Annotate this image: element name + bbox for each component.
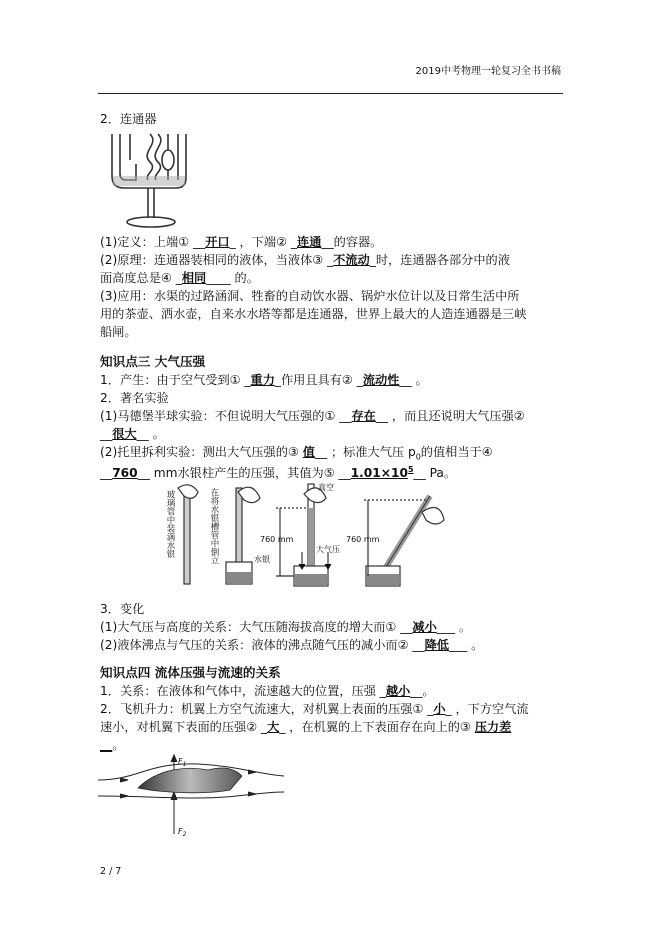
text: __。 (410, 684, 435, 698)
blank-answer: 越小 (385, 684, 411, 698)
text: __ mm水银柱产生的压强，其值为⑤ __ (137, 466, 351, 481)
blank-answer: 压力差 (474, 720, 512, 734)
kp4-line-1 (100, 682, 565, 700)
header-title: 2019中考物理一轮复习全书书稿 (415, 66, 561, 77)
text: (2)液体沸点与气压的关系：液体的沸点随气压的减小而② __ (100, 638, 425, 652)
text: (1)马德堡半球实验：不但说明大气压强的① __ (100, 409, 352, 423)
kp3-line-1 (100, 371, 565, 389)
blank-answer: 重力 (250, 373, 275, 387)
figure-label: 水银 (254, 555, 270, 564)
text: __ 。 (136, 427, 165, 441)
blank-answer: 大 (267, 720, 280, 734)
text: __ (100, 466, 113, 481)
figure-label: 在将水银槽管中倒立 (209, 488, 219, 565)
blank-answer: 连通 (297, 235, 322, 249)
blank-answer: 不流动 (333, 253, 370, 267)
kp3-line-7: 3．变化 (100, 602, 145, 616)
text: (2)原理：连通器装相同的液体，当液体③ _ (100, 253, 334, 267)
text: __ Pa。 (413, 466, 457, 481)
text: ____ 的。 (206, 271, 259, 285)
connector-vessel-figure (106, 130, 190, 230)
connector-line-6: 船闸。 (100, 325, 137, 339)
svg-text:F1: $F_1$ (178, 757, 187, 768)
kp4-line-3 (100, 718, 565, 736)
torricelli-experiment-figure (165, 480, 468, 592)
text: ___ 。 (448, 638, 484, 652)
blank-answer: 降低 (424, 638, 449, 652)
blank-answer: 760 (112, 466, 138, 481)
text: ___ 。 (436, 620, 472, 634)
kp3-line-3 (100, 407, 565, 425)
kp4-line-2 (100, 700, 565, 718)
text: 1．产生：由于空气受到① _ (100, 373, 251, 387)
kp3-line-8 (100, 618, 565, 636)
section-title-kp4: 知识点四 流体压强与流速的关系 (100, 665, 281, 680)
page-number: 2 / 7 (100, 866, 122, 877)
text: _ ，在机翼的上下表面存在向上的③ (279, 720, 475, 734)
section-title-kp3: 知识点三 大气压强 (100, 354, 206, 369)
text: __ ；标准大气压 p (314, 445, 416, 459)
kp3-line-4 (100, 425, 565, 443)
connector-line-2 (100, 251, 565, 269)
text: (1)定义：上端① __ (100, 235, 206, 249)
connector-line-1 (100, 233, 565, 251)
superscript: 5 (407, 465, 414, 474)
blank-answer: 很大 (112, 427, 137, 441)
text: _作用且具有② _ (274, 373, 363, 387)
blank-answer: 相同 (181, 271, 207, 285)
connector-line-4: (3)应用：水渠的过路涵洞、牲畜的自动饮水器、锅炉水位计以及日常生活中所 (100, 289, 520, 303)
blank-answer: 减小 (412, 620, 437, 634)
text: _时，连通器各部分中的液 (369, 253, 510, 267)
text: (2)托里拆利实验：测出大气压强的③ (100, 445, 303, 459)
text: 1．关系：在液体和气体中，流速越大的位置，压强 _ (100, 684, 386, 698)
text: _ ，下端② _ (229, 235, 298, 249)
text: 的值相当于④ (420, 445, 493, 459)
text: __ ，而且还说明大气压强② (375, 409, 525, 423)
figure-label: 760 mm (346, 535, 380, 544)
blank-answer: 1.01×10 (350, 466, 408, 481)
connector-line-3 (100, 269, 565, 287)
text: __ 。 (399, 373, 428, 387)
connector-line-5: 用的茶壶、洒水壶，自来水水塔等都是连通器，世界上最大的人造连通器是三峡 (100, 307, 527, 321)
section-heading: 2．连通器 (100, 112, 157, 126)
text: __的容器。 (321, 235, 383, 249)
figure-label: 大气压 (316, 545, 340, 554)
figure-label: 760 mm (260, 535, 294, 544)
blank-answer: 值 (302, 445, 315, 459)
blank-answer: 小 (433, 702, 446, 716)
force-label-f2: F (178, 827, 183, 836)
blank-answer: 开口 (205, 235, 230, 249)
airfoil-lift-figure (98, 752, 288, 840)
subscript: 0 (415, 452, 421, 462)
text: _ ，下方空气流 (445, 702, 529, 716)
force-label-f1: F (178, 757, 183, 766)
text: 速小，对机翼下表面的压强② _ (100, 720, 268, 734)
blank-answer: 流动性 (362, 373, 400, 387)
kp3-line-2: 2．著名实验 (100, 391, 169, 405)
kp3-line-6 (100, 461, 565, 482)
header-rule (98, 93, 563, 94)
text: 2．飞机升力：机翼上方空气流速大，对机翼上表面的压强① _ (100, 702, 434, 716)
blank-answer: 存在 (351, 409, 376, 423)
text: 面高度总是④ _ (100, 271, 182, 285)
figure-label: 玻璃管中装满水银 (165, 490, 175, 558)
kp3-line-9 (100, 636, 565, 654)
blank-answer: __ (100, 738, 113, 752)
figure-label: 真空 (318, 483, 334, 492)
svg-text:F2: $F_2$ (178, 827, 187, 838)
text: 。 (112, 738, 125, 752)
text: (1)大气压与高度的关系：大气压随海拔高度的增大而① __ (100, 620, 413, 634)
text: __ (100, 427, 113, 441)
